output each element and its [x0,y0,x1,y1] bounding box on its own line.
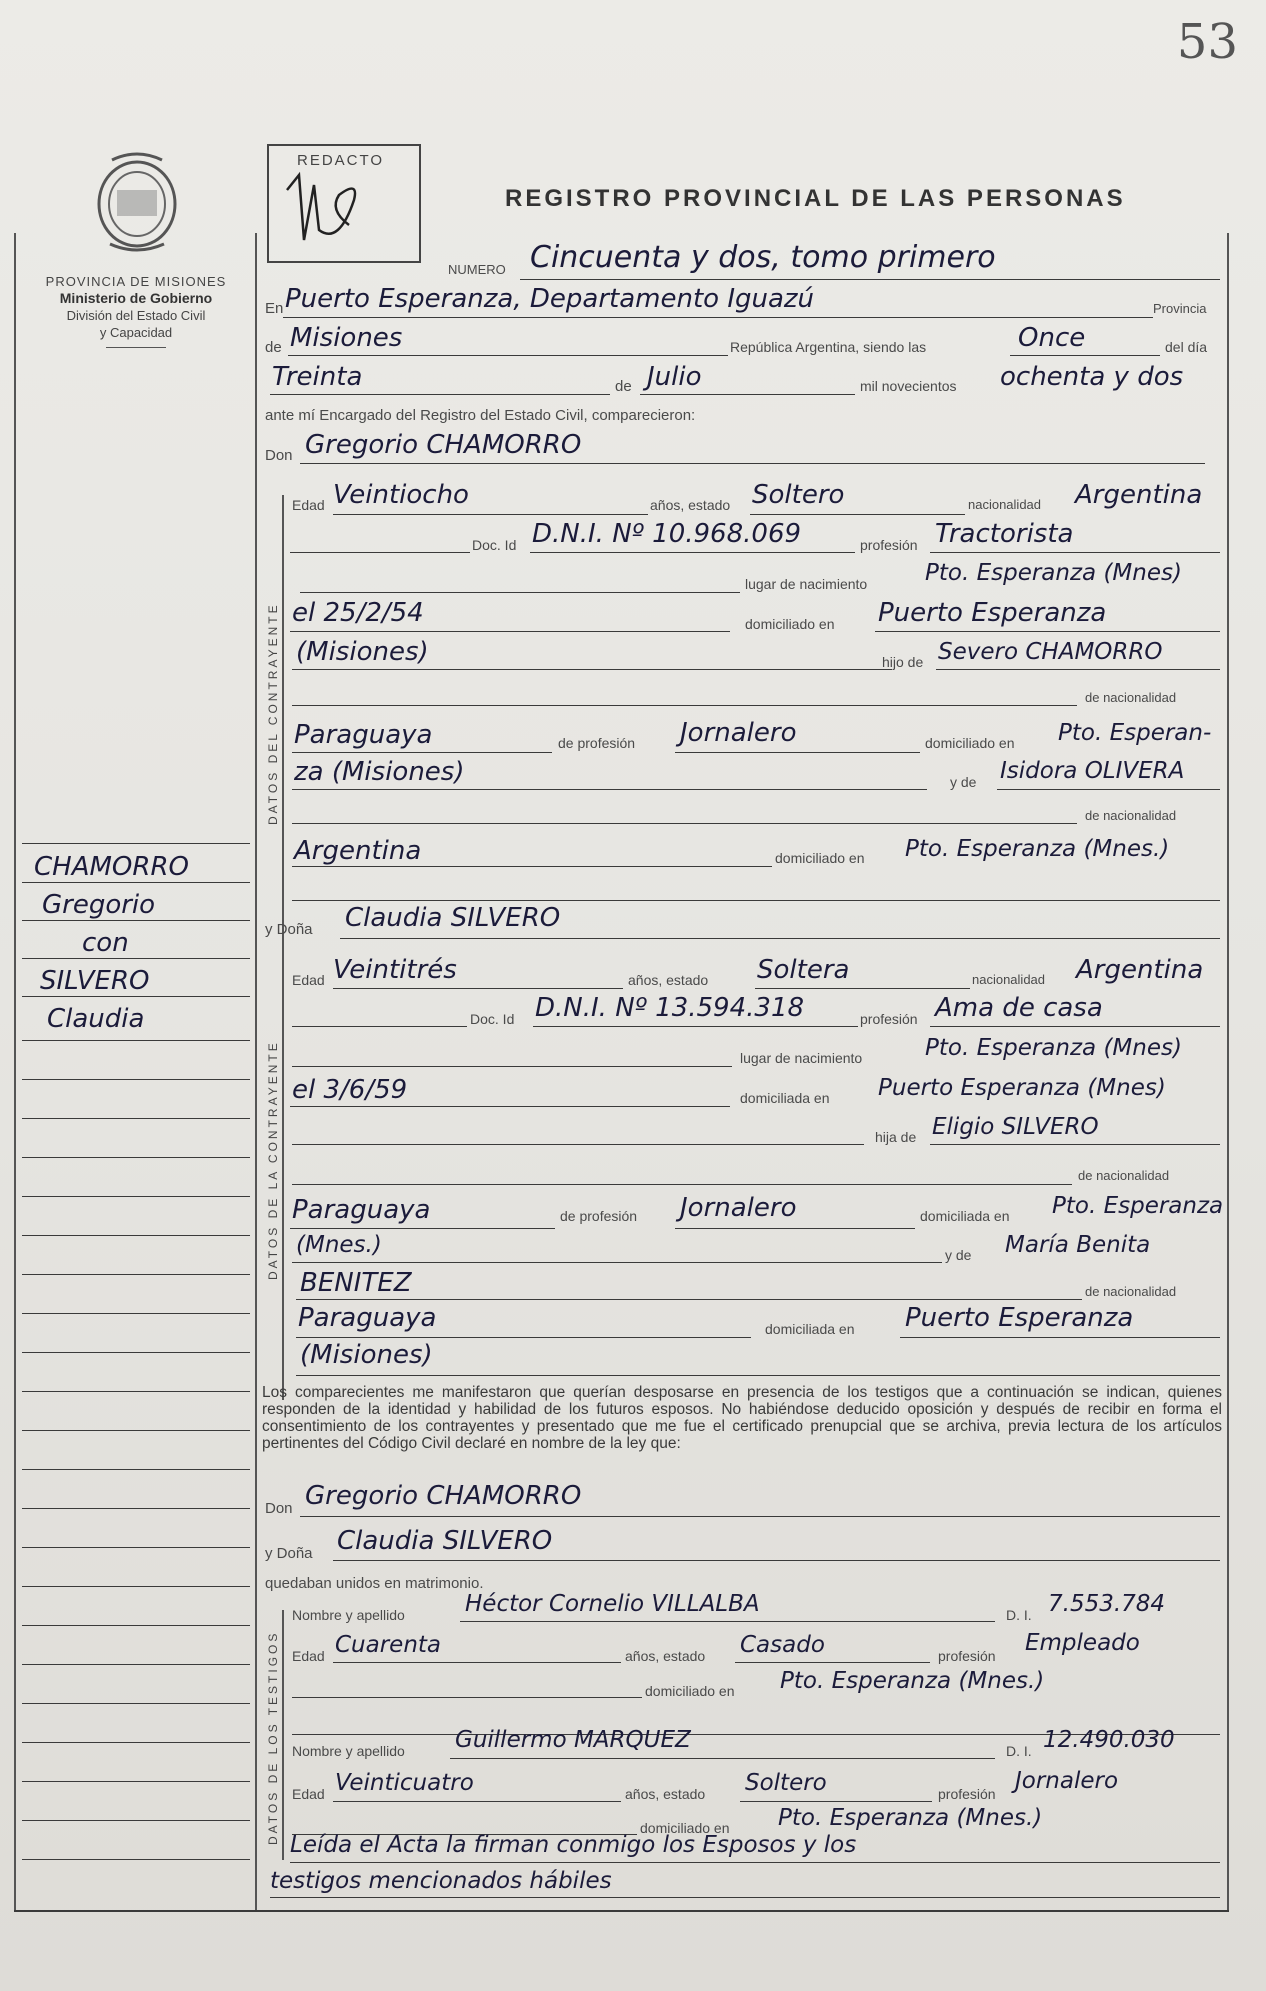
margin-rule [22,920,250,921]
bride-nationality: Argentina [1076,955,1204,985]
en-label: En [265,300,284,317]
bride-mother-line [296,1299,1082,1300]
margin-divider [255,233,257,1910]
division-line: División del Estado Civil [66,308,206,323]
bride-name: Claudia SILVERO [345,903,561,933]
ante-mi-text: ante mí Encargado del Registro del Estado Civil, comparecieron: [265,407,696,424]
domiciliada-label: domiciliada en [920,1208,1010,1224]
witness1-di: 7.553.784 [1048,1591,1166,1617]
bride-status: Soltera [757,955,850,985]
act-month-line [640,394,855,395]
anos-estado-label: años, estado [628,972,709,988]
margin-rule [22,1469,250,1470]
margin-rule [22,1664,250,1665]
bride-mother-cont: BENITEZ [300,1268,412,1298]
di-label: D. I. [1006,1743,1032,1759]
groom-father-address-cont: za (Misiones) [294,757,465,787]
groom-mother-blank-line [292,823,1077,824]
nombre-apellido-label: Nombre y apellido [292,1743,405,1759]
groom-mother: Isidora OLIVERA [1000,758,1185,784]
declaration-paragraph: Los comparecientes me manifestaron que querían desposarse en presencia de los testigos que a continuación se indican, quienes responden de la identidad y habilidad de los futuros esposos. No habiéndose deducido oposición y después de recibir en forma el consentimiento de los contrayentes y presentado que me fue el certificado prenupcial que se archiva, previa lectura de los artículos pertinentes del Código Civil declaré en nombre de la ley que: [262,1384,1222,1452]
de-nacionalidad-label: de nacionalidad [1085,690,1177,705]
witness1-name-line [460,1621,995,1622]
nacionalidad-label: nacionalidad [972,972,1046,987]
bride-doc-pre-line [292,1026,467,1027]
profesion-label: profesión [938,1648,996,1664]
groom-father-address: Pto. Esperan- [1058,720,1212,746]
groom-father-profession: Jornalero [680,718,797,748]
groom-doc-line [530,552,855,553]
witness1-dom-pre-line [292,1697,642,1698]
margin-surname-2: SILVERO [40,966,150,996]
witness1-age: Cuarenta [335,1632,442,1658]
mil-novecientos-label: mil novecientos [860,378,957,394]
margin-given-name: Gregorio [42,890,156,920]
stamp-signature-icon [279,170,389,255]
bride-father-address: Pto. Esperanza [1052,1193,1224,1219]
redacto-stamp [267,144,421,263]
groom-age: Veintiocho [333,480,469,510]
margin-rule [22,996,250,997]
groom-end-line [292,900,1220,901]
witness2-profession: Jornalero [1015,1768,1119,1794]
witness2-name: Guillermo MARQUEZ [455,1727,691,1753]
groom-birthplace-pre-line [300,592,740,593]
lugar-nac-label: lugar de nacimiento [740,1050,863,1066]
act-number: Cincuenta y dos, tomo primero [530,240,996,275]
groom-father-dom-line [292,789,927,790]
witness2-status-line [740,1801,932,1802]
groom-profession-line [930,552,1220,553]
act-day: Treinta [272,362,363,392]
margin-note [22,852,252,1042]
bride-section-label: DATOS DE LA CONTRAYENTE [266,1040,280,1280]
act-number-line [520,279,1220,280]
margin-rule [22,1625,250,1626]
witness2-name-line [450,1758,995,1759]
groom-status: Soltero [752,480,845,510]
anos-estado-label: años, estado [625,1786,706,1802]
hijo-de-label: hijo de [882,654,924,670]
y-de-label: y de [945,1247,972,1263]
margin-rule [22,1079,250,1080]
margin-rule [22,1352,250,1353]
ministry-header [22,273,250,348]
don-label: Don [265,447,293,464]
edad-label: Edad [292,497,325,513]
bride-father-nationality: Paraguaya [292,1195,431,1225]
nombre-apellido-label: Nombre y apellido [292,1607,405,1623]
doc-id-label: Doc. Id [470,1011,515,1027]
groom-section-label: DATOS DEL CONTRAYENTE [266,602,280,825]
bride-birthplace-pre-line [292,1066,732,1067]
groom-birthplace: Pto. Esperanza (Mnes) [925,560,1182,586]
margin-rule [22,1508,250,1509]
act-hour-line [1010,355,1160,356]
lugar-nac-label: lugar de nacimiento [745,576,868,592]
provincial-seal-icon [92,152,182,252]
closing-line-2: testigos mencionados hábiles [270,1868,612,1894]
groom-address-line [875,631,1220,632]
bride-birthdate: el 3/6/59 [292,1075,408,1105]
witness1-name: Héctor Cornelio VILLALBA [465,1591,760,1617]
bride-father-blank-line [292,1184,1072,1185]
witness2-age: Veinticuatro [335,1770,474,1796]
groom-profession: Tractorista [935,519,1074,549]
witness1-status-line [735,1662,930,1663]
groom-status-line [750,514,965,515]
bride-mother-nat-line [296,1337,751,1338]
di-label: D. I. [1006,1607,1032,1623]
bride-address: Puerto Esperanza (Mnes) [878,1075,1166,1101]
left-border [14,233,16,1910]
bride-age: Veintitrés [333,955,457,985]
margin-rule [22,1430,250,1431]
act-province-line [288,355,728,356]
domiciliado-label: domiciliado en [745,616,835,632]
witness2-age-line [333,1801,621,1802]
bride-age-line [333,988,623,989]
bride-father-address-cont: (Mnes.) [296,1232,382,1258]
margin-rule [22,1820,250,1821]
margin-rule [22,1742,250,1743]
bride-mother-address-cont: (Misiones) [300,1340,433,1370]
margin-rule [22,1040,250,1041]
y-de-label: y de [950,774,977,790]
declared-groom-line [300,1516,1220,1517]
groom-birthdate: el 25/2/54 [292,598,424,628]
margin-rule [22,958,250,959]
anos-estado-label: años, estado [650,497,731,513]
del-dia-label: del día [1165,339,1208,355]
groom-doc: D.N.I. Nº 10.968.069 [532,519,802,549]
groom-father-nat-line [292,752,552,753]
bride-status-line [755,988,970,989]
margin-surname: CHAMORRO [34,852,189,882]
groom-father-line [936,669,1220,670]
margin-rule [22,1586,250,1587]
groom-name: Gregorio CHAMORRO [305,430,582,460]
groom-age-line [333,514,648,515]
don-label: Don [265,1500,293,1517]
witness1-profession: Empleado [1025,1630,1140,1656]
act-year: ochenta y dos [1000,362,1184,392]
de-nacionalidad-label: de nacionalidad [1085,1284,1177,1299]
capacity-line: y Capacidad [99,325,173,340]
groom-father: Severo CHAMORRO [938,639,1163,665]
de-profesion-label: de profesión [560,1208,638,1224]
act-place: Puerto Esperanza, Departamento Iguazú [285,284,815,314]
margin-rule [22,882,250,883]
closing-rule-1 [290,1862,1220,1863]
ministry-line: Ministerio de Gobierno [59,290,213,306]
bride-father-dom-line [292,1262,942,1263]
edad-label: Edad [292,972,325,988]
numero-label: NUMERO [448,262,506,277]
witness1-address: Pto. Esperanza (Mnes.) [780,1668,1045,1694]
quedaban-text: quedaban unidos en matrimonio. [265,1575,484,1592]
nacionalidad-label: nacionalidad [968,497,1042,512]
profesion-label: profesión [860,1011,918,1027]
groom-mother-address: Pto. Esperanza (Mnes.) [905,836,1170,862]
groom-father-prof-line [675,752,920,753]
margin-rule [22,843,250,844]
doc-id-label: Doc. Id [472,537,517,553]
dona-label: y Doña [265,921,313,938]
de-label: de [265,339,282,356]
witness1-status: Casado [740,1632,825,1658]
margin-rule [22,1391,250,1392]
bride-mother-address-line [900,1337,1220,1338]
witness-divider [282,1610,284,1860]
bride-birthdate-line [290,1106,730,1107]
groom-mother-line [997,789,1220,790]
domiciliado-label: domiciliado en [640,1820,730,1836]
groom-address-cont-line [292,669,892,670]
page-number: 53 [1176,14,1238,70]
provincia-label: Provincia [1153,301,1207,316]
margin-rule [22,1859,250,1860]
margin-rule [22,1781,250,1782]
declared-bride: Claudia SILVERO [337,1526,553,1556]
margin-rule [22,1235,250,1236]
groom-address: Puerto Esperanza [878,598,1107,628]
profesion-label: profesión [860,537,918,553]
declared-bride-line [333,1560,1220,1561]
bride-mother-nationality: Paraguaya [298,1303,437,1333]
margin-rule [22,1196,250,1197]
domiciliado-label: domiciliado en [775,850,865,866]
dona-label: y Doña [265,1545,313,1562]
anos-estado-label: años, estado [625,1648,706,1664]
bride-father-prof-line [675,1228,915,1229]
header-rule [106,347,166,348]
groom-name-line [300,463,1205,464]
bottom-border [14,1910,1229,1912]
de-nacionalidad-label: de nacionalidad [1085,808,1177,823]
bride-mother-address: Puerto Esperanza [905,1303,1134,1333]
groom-doc-pre-line [290,552,470,553]
witness2-status: Soltero [745,1770,827,1796]
groom-address-cont: (Misiones) [296,637,429,667]
margin-rule [22,1157,250,1158]
groom-mother-nat-line [292,866,772,867]
bride-birthplace: Pto. Esperanza (Mnes) [925,1035,1182,1061]
witness-section-label: DATOS DE LOS TESTIGOS [266,1630,280,1845]
groom-father-blank-line [292,705,1077,706]
de-profesion-label: de profesión [558,735,636,751]
bride-mother: María Benita [1005,1232,1151,1258]
domiciliado-label: domiciliado en [645,1683,735,1699]
margin-rule [22,1703,250,1704]
margin-con: con [82,928,129,958]
domiciliada-label: domiciliada en [740,1090,830,1106]
bride-name-line [340,938,1220,939]
witness2-di: 12.490.030 [1043,1727,1175,1753]
groom-father-nationality: Paraguaya [294,720,433,750]
groom-nationality: Argentina [1075,480,1203,510]
registry-title: REGISTRO PROVINCIAL DE LAS PERSONAS [505,185,1126,212]
edad-label: Edad [292,1648,325,1664]
hija-de-label: hija de [875,1129,917,1145]
bride-father-nat-line [290,1228,555,1229]
profesion-label: profesión [938,1786,996,1802]
bride-doc-line [533,1026,858,1027]
witness2-address: Pto. Esperanza (Mnes.) [778,1805,1043,1831]
closing-rule-2 [270,1897,1220,1898]
groom-birthdate-line [290,631,730,632]
act-day-line [270,394,610,395]
margin-rule [22,1274,250,1275]
de-nacionalidad-label: de nacionalidad [1078,1168,1170,1183]
right-border [1227,233,1229,1910]
margin-given-name-2: Claudia [47,1004,145,1034]
bride-profession: Ama de casa [935,993,1103,1023]
bride-father: Eligio SILVERO [932,1114,1099,1140]
witness1-age-line [333,1662,621,1663]
margin-rule [22,1313,250,1314]
bride-profession-line [930,1026,1220,1027]
declared-groom: Gregorio CHAMORRO [305,1481,582,1511]
de-month-label: de [615,378,632,395]
act-place-line [283,317,1153,318]
bride-father-profession: Jornalero [680,1193,797,1223]
bride-father-line [930,1144,1220,1145]
province-line: PROVINCIA DE MISIONES [45,274,227,289]
act-province: Misiones [290,323,403,353]
margin-rule [22,1118,250,1119]
redacto-label: REDACTO [297,152,385,169]
domiciliado-label: domiciliado en [925,735,1015,751]
bride-doc: D.N.I. Nº 13.594.318 [535,993,805,1023]
domiciliada-label: domiciliada en [765,1321,855,1337]
groom-mother-nationality: Argentina [294,836,422,866]
edad-label: Edad [292,1786,325,1802]
act-month: Julio [647,362,702,392]
margin-rule [22,1547,250,1548]
bride-end-line [296,1375,1220,1376]
republica-label: República Argentina, siendo las [730,339,927,355]
closing-line-1: Leída el Acta la firman conmigo los Esposos y los [290,1832,857,1858]
bride-father-pre-line [292,1144,864,1145]
act-hour: Once [1018,323,1086,353]
